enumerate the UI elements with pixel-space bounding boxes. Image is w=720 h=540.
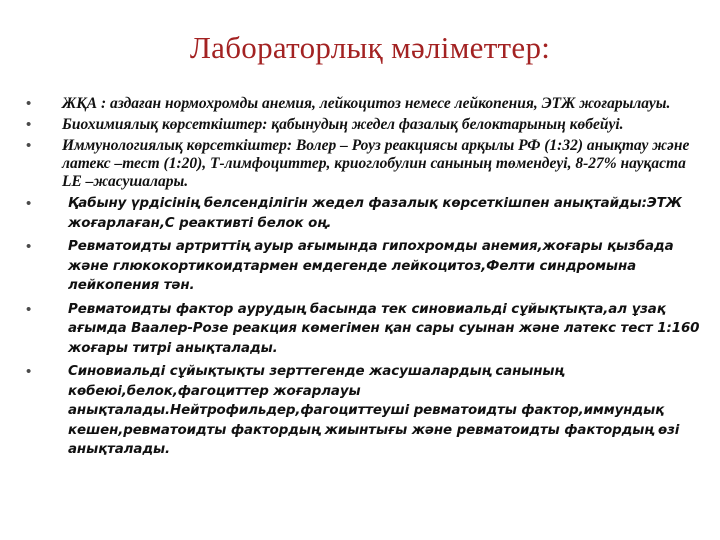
bullet-text: Қабыну үрдісінің белсенділігін жедел фазалық көрсеткішпен анықтайды:ЭТЖ жоғарлаған,С реактивті белок оң. [68,196,682,231]
bullet-icon: • [26,137,32,154]
bullet-text: Синовиальді сұйықтықты зерттегенде жасушалардың санының көбеюі,белок,фагоциттер жоғарлауы анықталады.Нейтрофильдер,фагоциттеуші ревматоидты фактор,иммундық кешен,ревматоидты фактордың жиынтығы және ревматоидты фактордың өзі анықталады. [68,364,680,457]
bullet-text: Иммунологиялық көрсеткіштер: Волер – Роуз реакциясы арқылы РФ (1:32) анықтау және латекс –тест (1:20), Т-лимфоциттер, криоглобулин санының төмендеуі, 8-27% науқаста LE –жасушалары. [62,137,690,190]
bullet-item-immunology [26,137,706,191]
bullet-icon: • [26,363,32,380]
slide-title: Лабораторлық мәліметтер: [189,30,551,65]
bullet-list [26,95,706,464]
bullet-text: Биохимиялық көрсеткіштер: қабынудың жедел фазалық белоктарының көбейуі. [62,116,624,133]
bullet-item-biochemistry [26,116,706,134]
bullet-item-inflammation-activity [26,194,706,233]
bullet-icon: • [26,195,32,212]
bullet-icon: • [26,300,32,318]
bullet-text: Ревматоидты фактор аурудың басында тек синовиальді сұйықтықта,ал ұзақ ағымда Ваалер-Розе реакция көмегімен қан сары суынан және латекс тест 1:160 жоғары титрі анықталады. [68,301,700,356]
bullet-text: ЖҚА : аздаған нормохромды анемия, лейкоцитоз немесе лейкопения, ЭТЖ жоғарылауы. [62,95,671,112]
bullet-icon: • [26,238,32,255]
bullet-item-synovial-fluid [26,362,706,460]
bullet-item-cbc [26,95,706,113]
bullet-icon: • [26,116,32,133]
bullet-text: Ревматоидты артриттің ауыр ағымында гипохромды анемия,жоғары қызбада және глюкокортикоидтармен емдегенде лейкоцитоз,Фелти синдромына лейкопения тән. [68,239,674,293]
bullet-item-anemia [26,237,706,296]
bullet-item-rheumatoid-factor [26,300,706,359]
bullet-icon: • [26,95,32,112]
